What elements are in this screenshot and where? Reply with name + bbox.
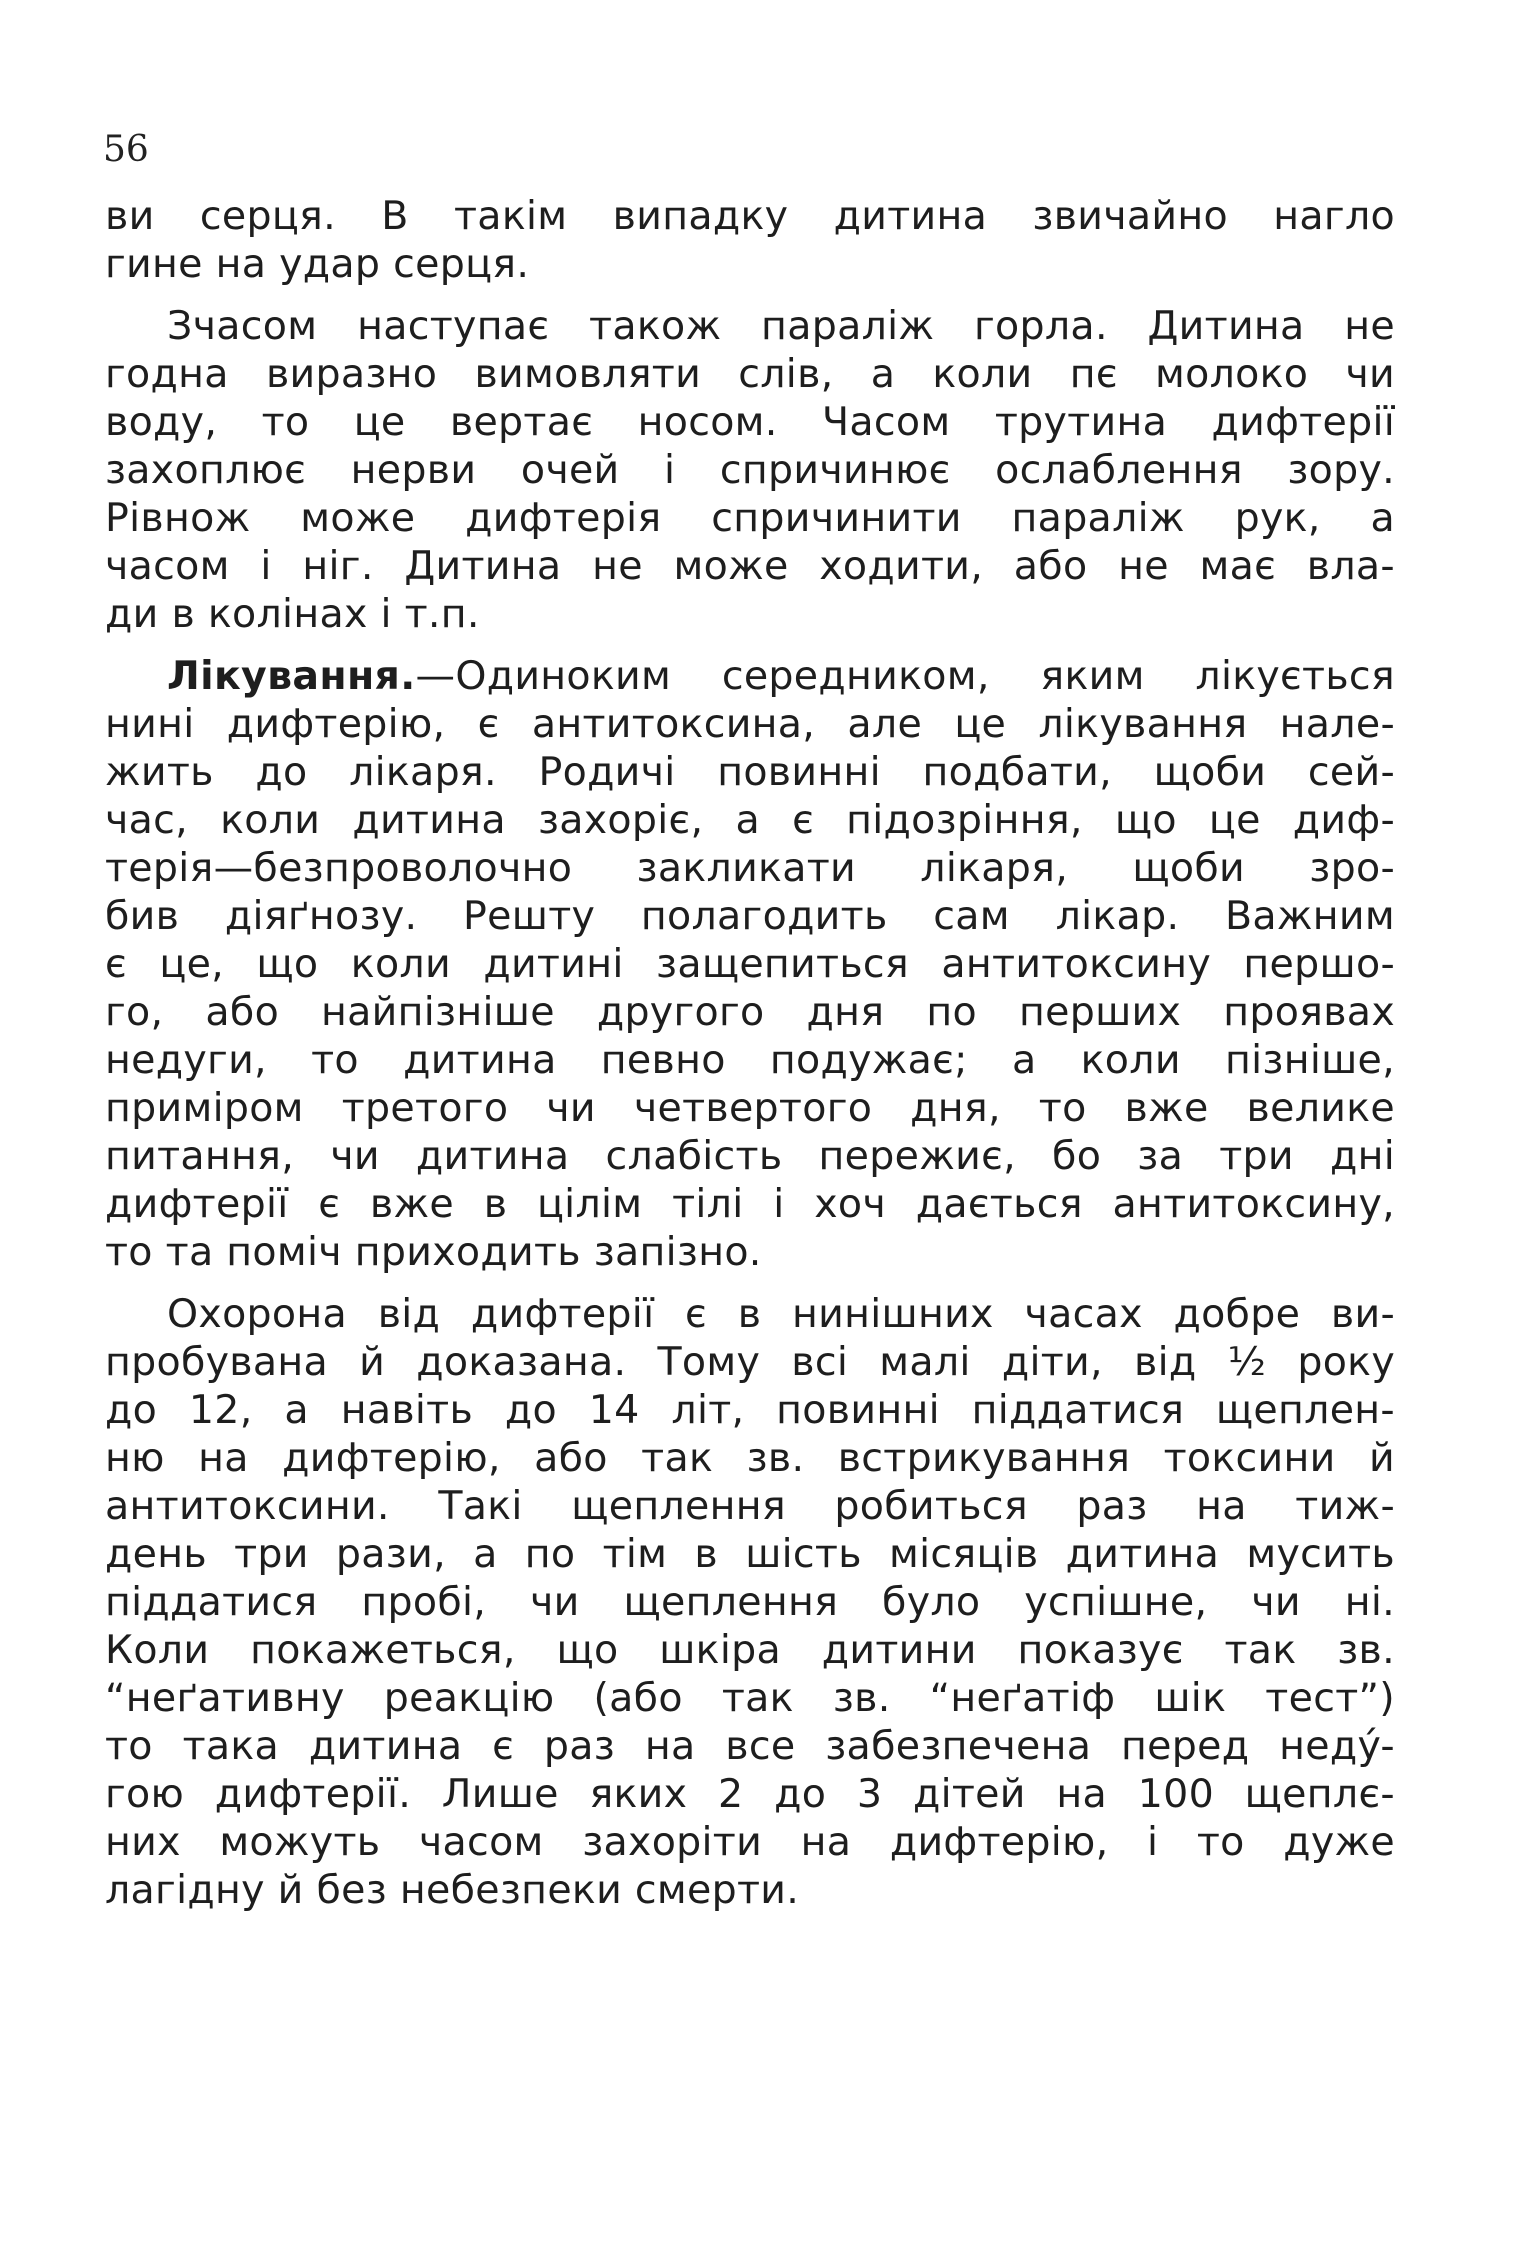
text-line: ди в колінах і т.п. — [105, 591, 480, 637]
text-line: нині дифтерію, є антитоксина, але це лікування нале- — [105, 701, 1395, 747]
section-heading-treatment: Лікування. — [167, 653, 416, 699]
text-line: день три рази, а по тім в шість місяців дитина мусить — [105, 1531, 1395, 1577]
body-text — [105, 192, 1395, 1914]
text-line: антитоксини. Такі щеплення робиться раз на тиж- — [105, 1483, 1395, 1529]
text-line: то така дитина є раз на все забезпечена перед недý- — [105, 1723, 1395, 1769]
text-line — [105, 652, 1395, 700]
text-line: Охорона від дифтерії є в нинішних часах добре ви- — [167, 1291, 1395, 1337]
text-line: то та поміч приходить запізно. — [105, 1229, 762, 1275]
text-line: Зчасом наступає також параліж горла. Дитина не — [167, 303, 1395, 349]
paragraph-continuation — [105, 192, 1395, 288]
text-line: ню на дифтерію, або так зв. встрикування токсини й — [105, 1435, 1395, 1481]
text-line: жить до лікаря. Родичі повинні подбати, щоби сей- — [105, 749, 1395, 795]
paragraph-prevention — [105, 1290, 1395, 1914]
text-line: часом і ніг. Дитина не може ходити, або не має вла- — [105, 543, 1395, 589]
text-line: терія—безпроволочно закликати лікаря, щоби зро- — [105, 845, 1395, 891]
text-line: піддатися пробі, чи щеплення було успішне, чи ні. — [105, 1579, 1395, 1625]
text-line: є це, що коли дитині защепиться антитоксину першо- — [105, 941, 1395, 987]
text-line: ви серця. В такім випадку дитина звичайно нагло — [105, 193, 1395, 239]
text-line: годна виразно вимовляти слів, а коли пє молоко чи — [105, 351, 1395, 397]
text-line: Рівнож може дифтерія спричинити параліж рук, а — [105, 495, 1395, 541]
paragraph-paralysis — [105, 302, 1395, 638]
text-line: пробувана й доказана. Тому всі малі діти, від ½ року — [105, 1339, 1395, 1385]
text-line: питання, чи дитина слабість пережиє, бо за три дні — [105, 1133, 1395, 1179]
text-line: приміром третого чи четвертого дня, то вже велике — [105, 1085, 1395, 1131]
text-line-rest: —Одиноким середником, яким лікується — [415, 653, 1395, 699]
text-line: захоплює нерви очей і спричинює ослаблення зору. — [105, 447, 1395, 493]
text-line: гине на удар серця. — [105, 241, 530, 287]
paragraph-treatment — [105, 652, 1395, 1276]
text-line: лагідну й без небезпеки смерти. — [105, 1867, 800, 1913]
text-line: недуги, то дитина певно подужає; а коли пізніше, — [105, 1037, 1395, 1083]
text-line: бив діяґнозу. Решту полагодить сам лікар. Важним — [105, 893, 1395, 939]
text-line: гою дифтерії. Лише яких 2 до 3 дітей на 100 щеплє- — [105, 1771, 1395, 1817]
text-line: час, коли дитина захоріє, а є підозріння, що це диф- — [105, 797, 1395, 843]
text-line: го, або найпізніше другого дня по перших проявах — [105, 989, 1395, 1035]
text-line: воду, то це вертає носом. Часом трутина дифтерії — [105, 399, 1395, 445]
text-line: “неґативну реакцію (або так зв. “неґатіф шік тест”) — [105, 1675, 1395, 1721]
text-line: Коли покажеться, що шкіра дитини показує так зв. — [105, 1627, 1395, 1673]
page-number: 56 — [103, 129, 149, 170]
text-line: до 12, а навіть до 14 літ, повинні піддатися щеплен- — [105, 1387, 1395, 1433]
text-line: них можуть часом захоріти на дифтерію, і то дуже — [105, 1819, 1395, 1865]
text-line: дифтерії є вже в цілім тілі і хоч дається антитоксину, — [105, 1181, 1395, 1227]
